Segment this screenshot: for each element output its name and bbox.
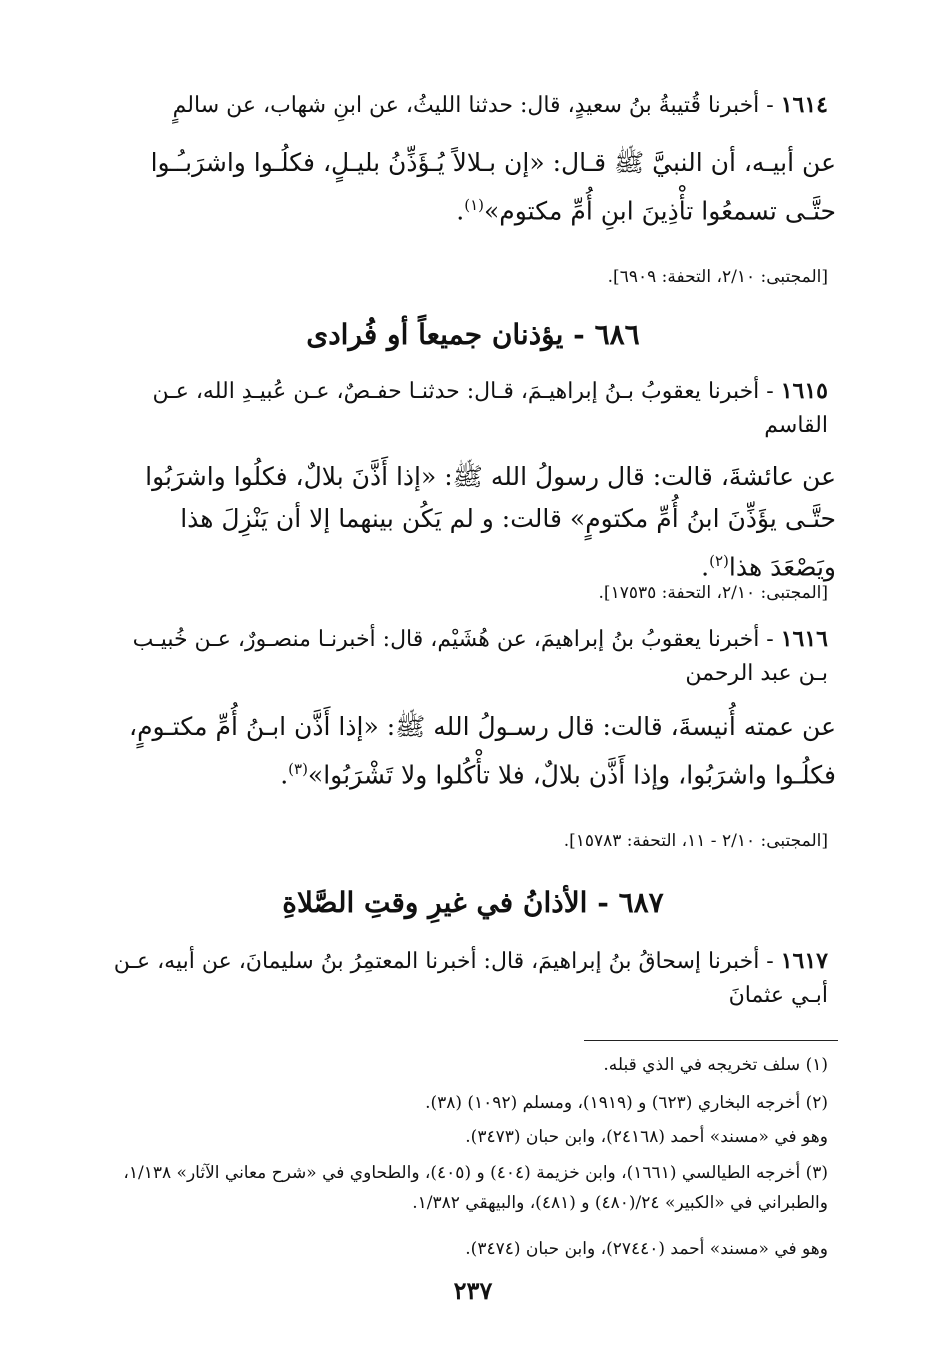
matn-text: عن أبيـه، أن النبيَّ ﷺ قـال: «إن بـلالاً يُـؤَذِّنُ بليـلٍ، فكلُـوا واشرَبـُـوا حتَّـى تسمعُوا تأْذِينَ ابنِ أُمِّ مكتوم» xyxy=(150,148,836,226)
hadith-1616-reference: [المجتبى: ٢/١٠ - ١١، التحفة: ١٥٧٨٣]. xyxy=(563,831,828,851)
hadith-1614-matn xyxy=(110,142,836,232)
isnad-text: - أخبرنا إسحاقُ بنُ إبراهيمَ، قال: أخبرنا المعتمِرُ بنُ سليمانَ، عن أبيه، عـن أبـي عثمانَ xyxy=(113,949,828,1008)
hadith-1616-isnad xyxy=(110,622,828,691)
sentence-end: . xyxy=(280,760,289,790)
isnad-text: - أخبرنا يعقوبُ بنُ إبراهيمَ، عن هُشَيْم، قال: أخبرنـا منصـورٌ، عـن خُبيـب بـن عبد الرحمن xyxy=(132,627,828,686)
hadith-1614-reference: [المجتبى: ٢/١٠، التحفة: ٦٩٠٩]. xyxy=(607,267,828,287)
hadith-1617-isnad xyxy=(110,944,828,1013)
page-number: ٢٣٧ xyxy=(453,1276,493,1305)
matn-text: عن عمته أُنيسةَ، قالت: قال رسـولُ الله ﷺ: «إذا أَذَّن ابـنُ أُمِّ مكتـومٍ، فكلُـوا واشرَبُوا، وإذا أَذَّن بلالٌ، فلا تأْكُلوا ولا تَشْرَبُوا» xyxy=(129,712,836,790)
chapter-686-heading: ٦٨٦ - يؤذنان جميعاً أو فُرادى xyxy=(306,318,640,351)
footnote-3-line-2: وهو في «مسند» أحمد (٢٧٤٤٠)، وابن حبان (٣٤٧٤). xyxy=(465,1239,828,1259)
hadith-1615-reference: [المجتبى: ٢/١٠، التحفة: ١٧٥٣٥]. xyxy=(598,583,828,603)
hadith-1616-matn xyxy=(110,706,836,796)
hadith-number: ١٦١٤ xyxy=(780,92,828,118)
isnad-text: - أخبرنا قُتيبةُ بنُ سعيدٍ، قال: حدثنا الليثُ، عن ابنِ شهاب، عن سالمٍ xyxy=(172,93,774,118)
hadith-number: ١٦١٧ xyxy=(780,948,828,974)
footnote-2-line-2: وهو في «مسند» أحمد (٢٤١٦٨)، وابن حبان (٣٤٧٣). xyxy=(465,1127,828,1147)
chapter-687-heading: ٦٨٧ - الأذانُ في غيرِ وقتِ الصَّلاةِ xyxy=(282,886,664,919)
sentence-end: . xyxy=(701,552,710,582)
hadith-number: ١٦١٥ xyxy=(780,378,828,404)
isnad-text: - أخبرنا يعقوبُ بـنُ إبراهيـمَ، قـال: حدثنـا حفـصٌ، عـن عُبيـدِ الله، عـن القاسم xyxy=(152,379,828,438)
hadith-number: ١٦١٦ xyxy=(780,626,828,652)
footnote-marker[interactable]: (٢) xyxy=(709,552,729,570)
hadith-1615-isnad xyxy=(110,374,828,443)
footnote-marker[interactable]: (١) xyxy=(464,196,484,214)
footnote-1: (١) سلف تخريجه في الذي قبله. xyxy=(603,1055,828,1075)
footnote-2-line-1: (٢) أخرجه البخاري (٦٢٣) و (١٩١٩)، ومسلم (١٠٩٢) (٣٨). xyxy=(425,1093,828,1113)
footnote-divider xyxy=(584,1040,838,1041)
footnote-3-line-1: (٣) أخرجه الطيالسي (١٦٦١)، وابن خزيمة (٤٠٤) و (٤٠٥)، والطحاوي في «شرح معاني الآثار» ١/١٣٨، والطبراني في «الكبير» ٢٤/(٤٨٠) و (٤٨١)، والبيهقي ١/٣٨٢. xyxy=(123,1163,828,1213)
hadith-1615-matn xyxy=(110,456,836,588)
hadith-1614-isnad xyxy=(110,88,828,123)
footnote-marker[interactable]: (٣) xyxy=(288,760,308,778)
matn-text: عن عائشةَ، قالت: قال رسولُ الله ﷺ: «إذا أَذَّنَ بلالٌ، فكلُوا واشرَبُوا حتَّـى يؤَذِّنَ ابنُ أُمِّ مكتومٍ» قالت: و لم يَكُن بينهما إلا أن يَنْزِلَ هذا ويَصْعَدَ هذا xyxy=(145,462,836,582)
sentence-end: . xyxy=(456,196,465,226)
